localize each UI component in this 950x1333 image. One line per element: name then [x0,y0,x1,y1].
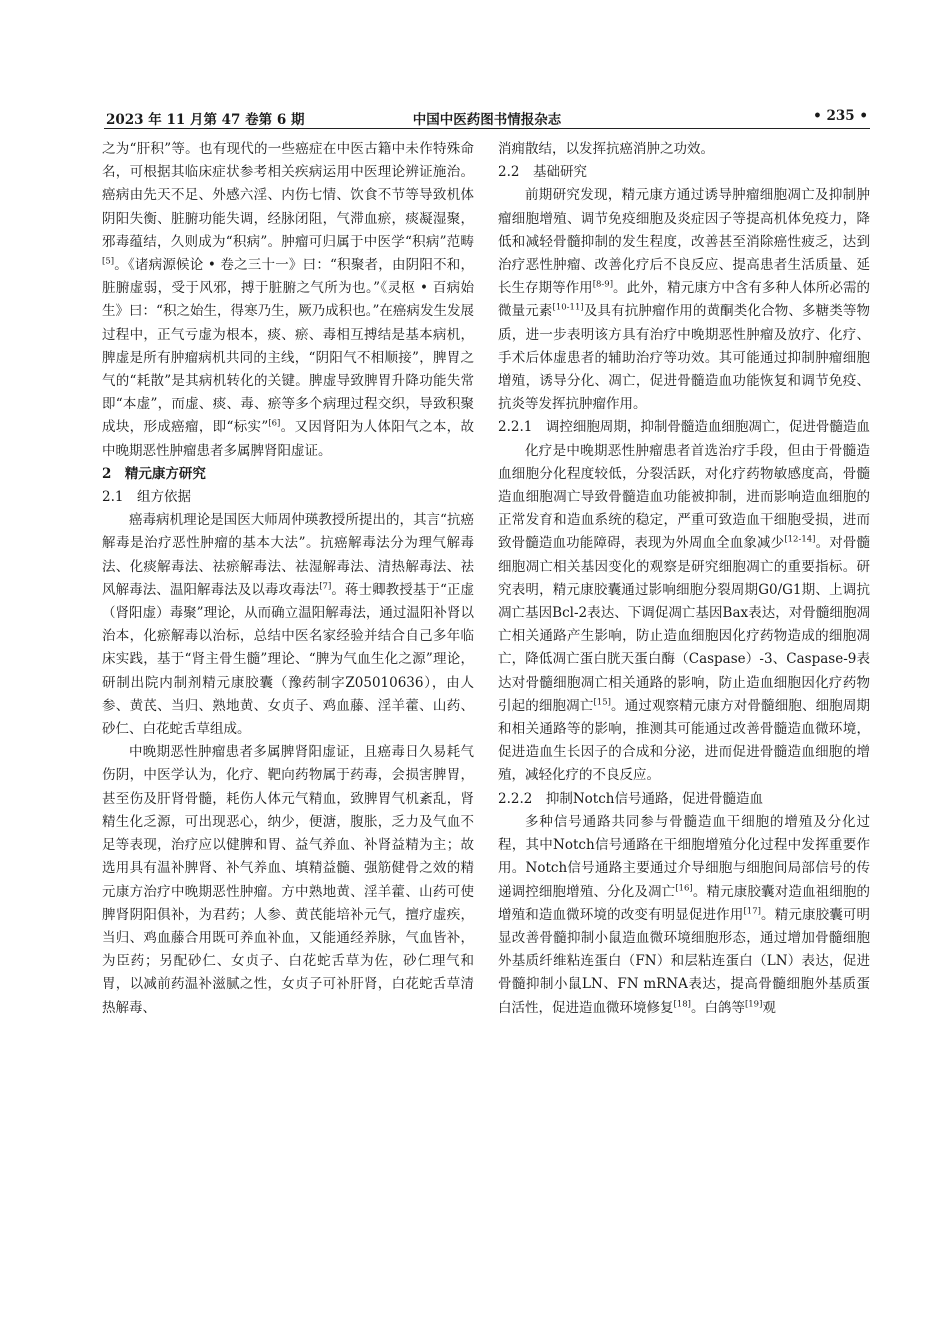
text: 。通过观察精元康方对骨髓细胞、细胞周期和相关通路等的影响，推测其可能通过改善骨髓造血微环境，促进造血生长因子的合成和分泌，进而促进骨髓造血细胞的增殖，减轻化疗的不良反应。 [498,697,871,784]
citation: [19] [744,999,763,1010]
text: 观 [762,999,776,1016]
subsection-heading-2-2-1: 2.2.1 调控细胞周期，抑制骨髓造血细胞凋亡，促进骨髓造血 [498,419,870,436]
paragraph [102,509,474,741]
paragraph [102,138,474,463]
citation: [8-9] [592,279,614,290]
right-column [498,138,870,1020]
text: 。又因肾阳为人体阳气之本，故中晚期恶性肿瘤患者多属脾肾阳虚证。 [102,419,474,459]
subsection-heading-2-2: 2.2 基础研究 [498,164,587,181]
text: 及具有抗肿瘤作用的黄酮类化合物、多糖类等物质，进一步表明该方具有治疗中晚期恶性肿瘤及放疗、化疗、手术后体虚患者的辅助治疗等功效。其可能通过抑制肿瘤细胞增殖，诱导分化、凋亡，促进骨髓造血功能恢复和调节免疫、抗炎等发挥抗肿瘤作用。 [498,303,871,413]
text: 癌毒病机理论是国医大师周仲瑛教授所提出的，其言“抗癌解毒是治疗恶性肿瘤的基本大法”。抗癌解毒法分为理气解毒法、化痰解毒法、祛瘀解毒法、祛湿解毒法、清热解毒法、祛风解毒法、温阳解毒法及以毒攻毒法 [102,512,474,598]
citation: [7] [319,581,332,592]
paragraph [498,440,870,788]
citation: [18] [673,999,691,1010]
subsection-heading-2-1: 2.1 组方依据 [102,489,191,506]
paragraph [498,184,870,416]
subsection-heading-2-2-2: 2.2.2 抑制Notch信号通路，促进骨髓造血 [498,790,763,807]
citation: [12-14] [784,534,816,545]
text: 多种信号通路共同参与骨髓造血干细胞的增殖及分化过程，其中Notch信号通路在干细胞增殖分化过程中发挥重要作用。Notch信号通路主要通过介导细胞与细胞间局部信号的传递调控细胞增殖、分化及凋亡 [498,813,870,900]
paragraph: 消痈散结，以发挥抗癌消肿之功效。 [498,141,714,157]
paragraph [498,811,870,1020]
citation: [6] [268,418,281,429]
section-heading-2: 2 精元康方研究 [102,465,206,482]
left-column [102,138,474,1020]
journal-title: 中国中医药图书情报杂志 [412,112,562,128]
text: 。《诸病源候论 • 卷之三十一》曰：“积聚者，由阴阳不和，脏腑虚弱，受于风邪，搏于脏腑之气所为也。”《灵枢 • 百病始生》曰：“积之始生，得寒乃生，厥乃成积也。”在癌病发生发展过程中，正气亏虚为根本，痰、瘀、毒相互搏结是基本病机，脾虚是所有肿瘤病机共同的主线，“阴阳气不相顺接”，脾胃之气的“耗散”是其病机转化的关键。脾虚导致脾胃升降功能失常即“本虚”，而虚、痰、毒、瘀等多个病理过程交织，导致积聚成块，形成癌瘤，即“标实” [102,257,474,436]
citation: [15] [593,697,611,708]
citation: [5] [102,256,115,267]
text: 。精元康胶囊对造血祖细胞的增殖和造血微环境的改变有明显促进作用 [498,883,871,923]
text: 。此外，精元康方中含有多种人体所必需的微量元素 [498,280,871,320]
running-header [104,104,870,130]
text: 之为“肝积”等。也有现代的一些癌症在中医古籍中未作特殊命名，可根据其临床症状参考相关疾病运用中医理论辨证施治。癌病由先天不足、外感六淫、内伤七情、饮食不节等导致机体阴阳失衡、脏腑功能失调，经脉闭阻，气滞血瘀，痰凝湿聚，邪毒蕴结，久则成为“积病”。肿瘤可归属于中医学“积病”范畴 [102,141,474,250]
citation: [17] [743,906,761,917]
text: 前期研究发现，精元康方通过诱导肿瘤细胞凋亡及抑制肿瘤细胞增殖、调节免疫细胞及炎症因子等提高机体免疫力，降低和减轻骨髓抑制的发生程度，改善甚至消除癌性疲乏，达到治疗恶性肿瘤、改善化疗后不良反应、提高患者生活质量、延长生存期等作用 [498,187,870,297]
paragraph: 中晚期恶性肿瘤患者多属脾肾阳虚证，且癌毒日久易耗气伤阴，中医学认为，化疗、靶向药物属于药毒，会损害脾胃，甚至伤及肝肾骨髓，耗伤人体元气精血，致脾胃气机紊乱，肾精生化乏源，可出现恶心，纳少，便溏，腹胀，乏力及气血不足等表现，治疗应以健脾和胃、益气养血、补肾益精为主；故选用具有温补脾肾、补气养血、填精益髓、强筋健骨之效的精元康方治疗中晚期恶性肿瘤。方中熟地黄、淫羊藿、山药可使脾肾阴阳俱补，为君药；人参、黄芪能培补元气，擅疗虚疾，当归、鸡血藤合用既可养血补血，又能通经养脉，气血皆补，为臣药；另配砂仁、女贞子、白花蛇舌草为佐，砂仁理气和胃，以减前药温补滋腻之性，女贞子可补肝肾，白花蛇舌草清热解毒、 [102,744,474,1016]
header-rule [104,128,870,129]
text: 。对骨髓细胞凋亡相关基因变化的观察是研究细胞凋亡的重要指标。研究表明，精元康胶囊通过影响细胞分裂周期G0/G1期、上调抗凋亡基因Bcl-2表达、下调促凋亡基因Bax表达，对骨髓细胞凋亡相关通路产生影响，防止造血细胞因化疗药物造成的细胞凋亡，降低凋亡蛋白胱天蛋白酶（Caspase）-3、Caspase-9表达对骨髓细胞凋亡相关通路的影响，防止造血细胞因化疗药物引起的细胞凋亡 [498,535,871,714]
citation: [16] [675,883,693,893]
citation: [10-11] [552,302,584,313]
page-number: • 235 • [813,108,868,124]
text: 化疗是中晚期恶性肿瘤患者首选治疗手段，但由于骨髓造血细胞分化程度较低，分裂活跃，对化疗药物敏感度高，骨髓造血细胞凋亡导致骨髓造血功能被抑制，进而影响造血细胞的正常发育和造血系统的稳定，严重可致造血干细胞受损，进而致骨髓造血功能障碍，表现为外周血全血象减少 [498,442,870,552]
text: 。蒋士卿教授基于“正虚（肾阳虚）毒聚”理论，从而确立温阳解毒法，通过温阳补肾以治本，化瘀解毒以治标，总结中医名家经验并结合自己多年临床实践，基于“肾主骨生髓”理论、“脾为气血生化之源”理论，研制出院内制剂精元康胶囊（豫药制字Z05010636），由人参、黄芪、当归、熟地黄、女贞子、鸡血藤、淫羊藿、山药、砂仁、白花蛇舌草组成。 [102,581,475,738]
text: 。精元康胶囊可明显改善骨髓抑制小鼠造血微环境细胞形态，通过增加骨髓细胞外基质纤维粘连蛋白（FN）和层粘连蛋白（LN）表达，促进骨髓抑制小鼠LN、FN mRNA表达，提高骨髓细胞外基质蛋白活性，促进造血微环境修复 [498,906,871,1016]
text: 。白鸽等 [690,999,745,1016]
issue-info: 2023 年 11 月第 47 卷第 6 期 [106,112,305,128]
